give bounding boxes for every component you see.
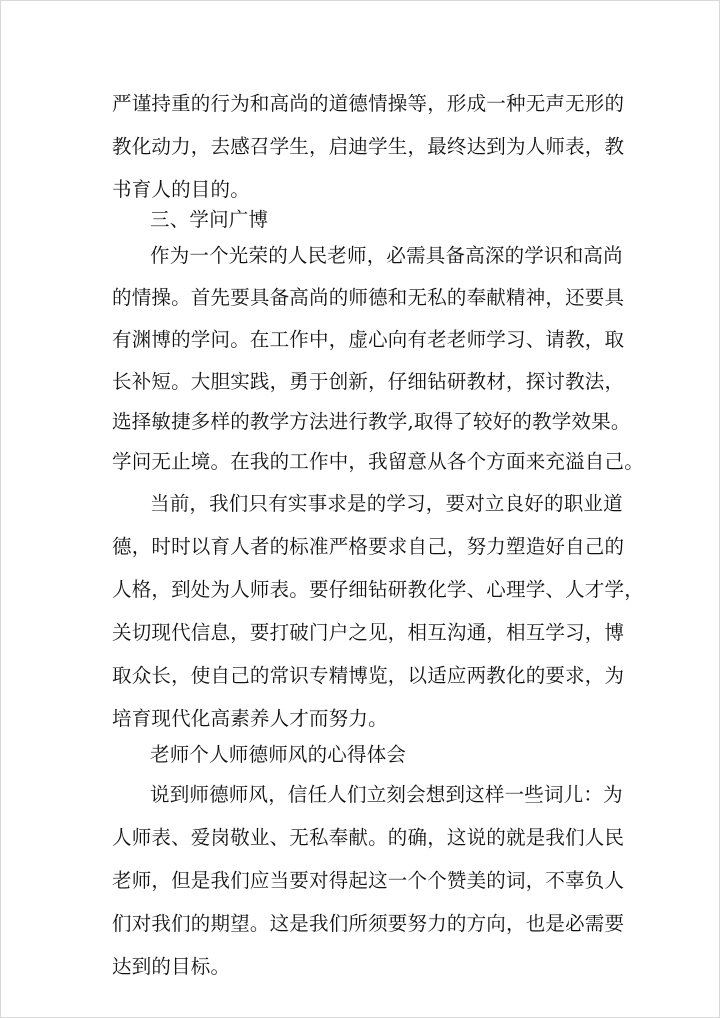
text-line: 选择敏捷多样的教学方法进行教学,取得了较好的教学效果。 (112, 410, 631, 433)
text-line: 书育人的目的。 (112, 178, 250, 201)
text-line: 的情操。首先要具备高尚的师德和无私的奉献精神，还要具 (112, 286, 625, 309)
section-heading: 三、学问广博 (150, 208, 269, 231)
section-heading: 老师个人师德师风的心得体会 (150, 743, 407, 766)
text-line: 人格，到处为人师表。要仔细钻研教化学、心理学、人才学， (112, 578, 644, 601)
text-line: 老师，但是我们应当要对得起这一个个赞美的词，不辜负人 (112, 869, 625, 892)
text-line: 达到的目标。 (112, 955, 231, 978)
text-line: 取众长，使自己的常识专精博览，以适应两教化的要求，为 (112, 664, 625, 687)
text-line: 德，时时以育人者的标准严格要求自己，努力塑造好自己的 (112, 535, 625, 558)
text-line: 当前，我们只有实事求是的学习，要对立良好的职业道 (150, 492, 623, 515)
text-line: 教化动力，去感召学生，启迪学生，最终达到为人师表，教 (112, 135, 625, 158)
text-line: 有渊博的学问。在工作中，虚心向有老老师学习、请教，取 (112, 328, 625, 351)
text-line: 人师表、爱岗敬业、无私奉献。的确，这说的就是我们人民 (112, 826, 625, 849)
text-line: 作为一个光荣的人民老师，必需具备高深的学识和高尚 (150, 244, 623, 267)
text-line: 长补短。大胆实践，勇于创新，仔细钻研教材，探讨教法， (112, 370, 625, 393)
text-line: 培育现代化高素养人才而努力。 (112, 707, 388, 730)
text-line: 关切现代信息，要打破门户之见，相互沟通，相互学习，博 (112, 621, 625, 644)
text-line: 学问无止境。在我的工作中，我留意从各个方面来充溢自己。 (112, 450, 644, 473)
text-line: 说到师德师风，信任人们立刻会想到这样一些词儿：为 (150, 783, 623, 806)
text-line: 们对我们的期望。这是我们所须要努力的方向，也是必需要 (112, 912, 625, 935)
text-line: 严谨持重的行为和高尚的道德情操等，形成一种无声无形的 (112, 92, 625, 115)
